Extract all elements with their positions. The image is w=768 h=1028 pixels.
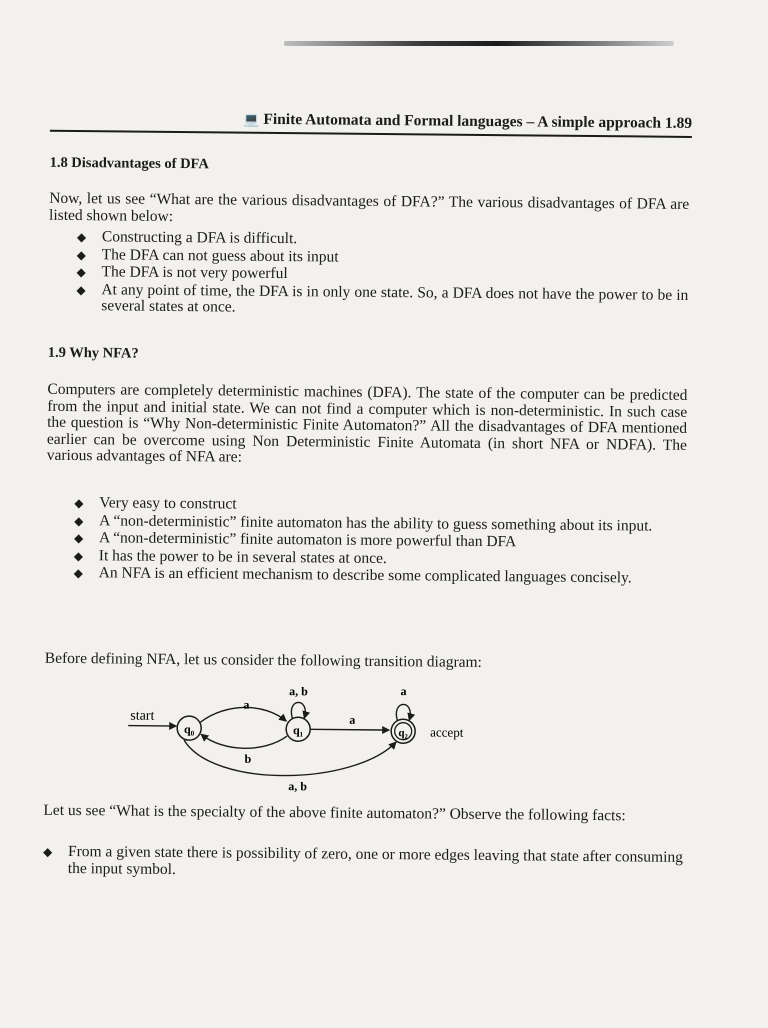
diamond-bullet-icon: ◆	[74, 565, 83, 582]
accept-label: accept	[430, 724, 464, 739]
list-item: ◆ At any point of time, the DFA is in only one state. So, a DFA does not have the power to be in several states at once.	[76, 282, 688, 321]
list-item: ◆ The DFA is not very powerful	[76, 264, 688, 286]
list-item: ◆ The DFA can not guess about its input	[77, 247, 689, 269]
diamond-bullet-icon: ◆	[74, 530, 83, 547]
transition-diagram	[114, 677, 515, 799]
edge-q0-q2-label: a, b	[288, 779, 307, 793]
list-item: ◆ Constructing a DFA is difficult.	[77, 229, 689, 251]
after-diagram-text: Let us see “What is the specialty of the above finite automaton?” Observe the following facts:	[43, 803, 683, 826]
section-heading-1-8: 1.8 Disadvantages of DFA	[50, 155, 209, 174]
diamond-bullet-icon: ◆	[76, 264, 85, 281]
diamond-bullet-icon: ◆	[74, 495, 83, 512]
after-bullet-list	[43, 844, 683, 884]
book-icon: 💻	[243, 112, 259, 127]
state-q2-label: q₂	[398, 727, 408, 739]
sec19-bullet-list	[74, 495, 687, 588]
edge-q0-q1-label: a	[243, 698, 249, 712]
edge-q1-q0-label: b	[244, 752, 251, 766]
q1-self-loop	[291, 702, 305, 718]
before-diagram-text: Before defining NFA, let us consider the following transition diagram:	[45, 651, 685, 674]
sec18-bullet-list	[76, 229, 689, 321]
edge-q1-q2-label: a	[349, 713, 355, 727]
q2-self-loop	[396, 704, 410, 720]
diamond-bullet-icon: ◆	[74, 548, 83, 565]
diamond-bullet-icon: ◆	[76, 282, 85, 299]
start-label: start	[130, 709, 154, 724]
list-item: ◆ Very easy to construct	[74, 495, 686, 517]
diamond-bullet-icon: ◆	[77, 229, 86, 246]
edge-q1-q0	[201, 734, 287, 748]
diamond-bullet-icon: ◆	[74, 513, 83, 530]
diamond-bullet-icon: ◆	[43, 844, 52, 861]
sec18-intro: Now, let us see “What are the various disadvantages of DFA?” The various disadvantages of DFA are listed shown below:	[49, 191, 689, 230]
diamond-bullet-icon: ◆	[77, 247, 86, 264]
list-item: ◆ A “non-deterministic” finite automaton has the ability to guess something about its input.	[74, 513, 686, 535]
section-heading-1-9: 1.9 Why NFA?	[48, 345, 139, 363]
list-item: ◆ A “non-deterministic” finite automaton is more powerful than DFA	[74, 530, 686, 552]
header-title: Finite Automata and Formal languages – A simple approach 1.89	[263, 111, 692, 132]
list-item: ◆ It has the power to be in several states at once.	[74, 548, 686, 570]
q1-loop-label: a, b	[289, 684, 308, 698]
running-header	[50, 109, 692, 138]
edge-q0-q2	[184, 740, 396, 777]
state-q0-label: q₀	[184, 722, 195, 736]
state-q1-label: q₁	[293, 723, 304, 737]
sec19-intro: Computers are completely deterministic machines (DFA). The state of the computer can be predicted from the input and initial state. We can not find a computer which is non-deterministic. In such case the question is “Why Non-deterministic Finite Automaton?” All the disadvantages of DFA mentioned earlier can be overcome using Non Deterministic Finite Automata (in short NFA or NDFA). The various advantages of NFA are:	[47, 382, 688, 471]
edge-q1-q2	[310, 729, 389, 730]
q2-loop-label: a	[400, 684, 406, 698]
list-item: ◆ An NFA is an efficient mechanism to describe some complicated languages concisely.	[74, 565, 686, 587]
list-item: ◆ From a given state there is possibility of zero, one or more edges leaving that state after consuming the input symbol.	[43, 844, 683, 883]
